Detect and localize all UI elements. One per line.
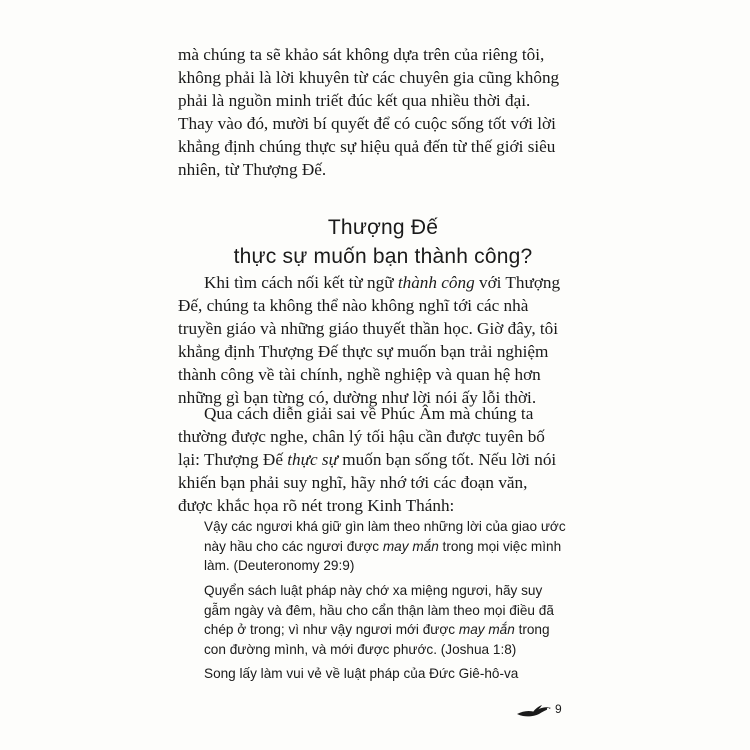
quote-line: làm. (Deuteronomy 29:9)	[204, 558, 355, 573]
section-heading	[178, 213, 588, 271]
text-line: mà chúng ta sẽ khảo sát không dựa trên của riêng tôi,	[178, 45, 545, 64]
page-footer	[515, 702, 575, 722]
text-fragment: trong mọi việc mình	[438, 538, 562, 554]
text-fragment: với Thượng	[474, 273, 561, 292]
page-number: 9	[555, 702, 562, 716]
emphasis-text: may mắn	[382, 538, 439, 554]
text-line	[178, 448, 588, 471]
body-paragraph-2	[178, 402, 588, 517]
text-line: không phải là lời khuyên từ các chuyên gia cũng không	[178, 68, 560, 87]
quote-line	[204, 620, 594, 640]
text-fragment: trong	[514, 622, 550, 637]
text-line: khiến bạn phải suy nghĩ, hãy nhớ tới các đoạn văn,	[178, 473, 528, 492]
heading-line: thực sự muốn bạn thành công?	[233, 245, 533, 268]
scripture-quote-3	[204, 664, 594, 684]
text-fragment: Khi tìm cách nối kết từ ngữ	[204, 273, 398, 292]
emphasis-text: thành công	[397, 273, 475, 292]
text-line: Thay vào đó, mười bí quyết để có cuộc sống tốt với lời	[178, 114, 556, 133]
quote-line: Song lấy làm vui vẻ về luật pháp của Đức Giê-hô-va	[204, 666, 519, 681]
text-line: truyền giáo và những giáo thuyết thần học. Giờ đây, tôi	[178, 319, 559, 338]
text-line	[178, 271, 588, 294]
quote-line: Vậy các ngươi khá giữ gìn làm theo những lời của giao ước	[204, 519, 566, 534]
text-line: những gì bạn từng có, dường như lời nói ấy lỗi thời.	[178, 388, 537, 407]
text-line: khẳng định chúng thực sự hiệu quả đến từ thế giới siêu	[178, 137, 556, 156]
emphasis-text: thực sự	[287, 450, 338, 469]
text-fragment: chép ở trong; vì như vậy ngươi mới được	[204, 622, 459, 637]
text-line: Qua cách diễn giải sai về Phúc Âm mà chúng ta	[204, 404, 534, 423]
emphasis-text: may mắn	[458, 622, 515, 637]
text-line: nhiên, từ Thượng Đế.	[178, 160, 327, 179]
text-line: được khắc họa rõ nét trong Kinh Thánh:	[178, 496, 455, 515]
intro-paragraph	[178, 43, 588, 181]
quote-line	[204, 537, 594, 557]
scripture-quote-1	[204, 517, 594, 576]
heading-line: Thượng Đế	[327, 216, 439, 239]
text-line: phải là nguồn minh triết đúc kết qua nhiều thời đại.	[178, 91, 531, 110]
text-line: Đế, chúng ta không thể nào không nghĩ tới các nhà	[178, 296, 529, 315]
text-fragment: lại: Thượng Đế	[178, 450, 288, 469]
bird-ornament-icon	[515, 702, 555, 720]
quote-line: gẫm ngày và đêm, hầu cho cẩn thận làm theo mọi điều đã	[204, 602, 554, 618]
body-paragraph-1	[178, 271, 588, 409]
text-fragment: muốn bạn sống tốt. Nếu lời nói	[338, 450, 557, 469]
quote-line: con đường mình, và mới được phước. (Joshua 1:8)	[204, 641, 517, 657]
text-line: thường được nghe, chân lý tối hậu cần được tuyên bố	[178, 427, 545, 446]
scripture-quote-2	[204, 581, 594, 659]
text-line: thành công về tài chính, nghề nghiệp và quan hệ hơn	[178, 365, 541, 384]
text-fragment: này hầu cho các ngươi được	[204, 538, 383, 554]
quote-line: Quyển sách luật pháp này chớ xa miệng ngươi, hãy suy	[204, 583, 543, 598]
text-line: khẳng định Thượng Đế thực sự muốn bạn trải nghiệm	[178, 342, 549, 361]
